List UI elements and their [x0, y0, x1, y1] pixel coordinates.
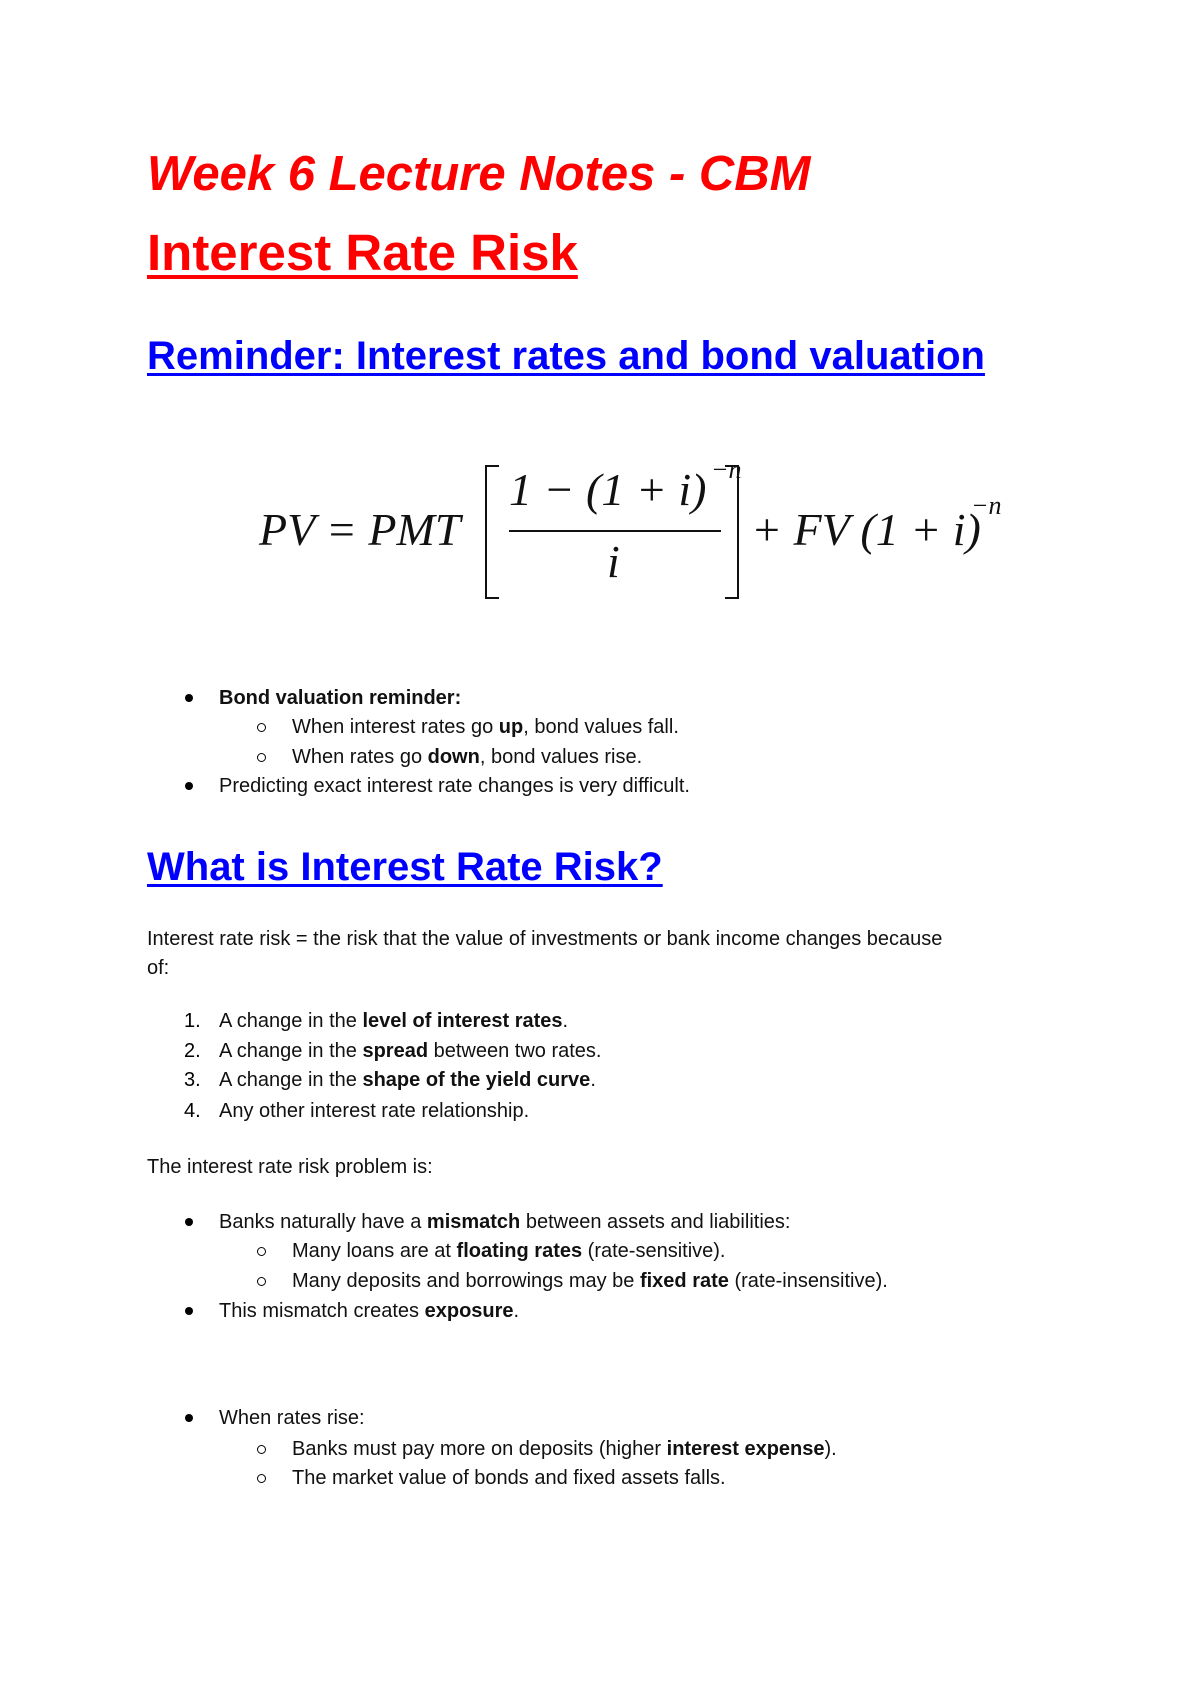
heading-interest-rate-risk: Interest Rate Risk	[147, 224, 578, 281]
paragraph-definition: Interest rate risk = the risk that the value of investments or bank income changes because	[147, 928, 943, 950]
sub-bullet-icon	[257, 1277, 266, 1286]
list-item: Predicting exact interest rate changes is very difficult.	[219, 775, 690, 797]
list-item: Many loans are at floating rates (rate-sensitive).	[292, 1240, 726, 1262]
list-item: A change in the shape of the yield curve.	[219, 1069, 596, 1091]
bond-valuation-reminder-label: Bond valuation reminder:	[219, 687, 462, 709]
formula-rhs: + FV (1 + i)	[751, 504, 981, 555]
formula-denominator: i	[607, 536, 620, 587]
heading-reminder[interactable]: Reminder: Interest rates and bond valuation	[147, 334, 985, 378]
bullet-icon	[185, 1218, 193, 1226]
list-number: 2.	[184, 1040, 201, 1062]
list-item: Banks naturally have a mismatch between assets and liabilities:	[219, 1211, 791, 1233]
bullet-icon	[185, 694, 193, 702]
list-number: 3.	[184, 1069, 201, 1091]
left-bracket	[485, 465, 499, 599]
formula-lhs: PV = PMT	[259, 504, 461, 555]
bullet-icon	[185, 1414, 193, 1422]
sub-bullet-icon	[257, 723, 266, 732]
formula-numerator: 1 − (1 + i)	[509, 464, 707, 515]
list-item: A change in the level of interest rates.	[219, 1010, 569, 1032]
bond-valuation-formula	[259, 455, 1009, 603]
sub-bullet-icon	[257, 1247, 266, 1256]
list-item: The market value of bonds and fixed assets falls.	[292, 1467, 726, 1489]
document-title: Week 6 Lecture Notes - CBM	[147, 147, 811, 201]
heading-what-is-irr[interactable]: What is Interest Rate Risk?	[147, 845, 663, 889]
list-item: When interest rates go up, bond values fall.	[292, 716, 679, 738]
list-item: A change in the spread between two rates.	[219, 1040, 602, 1062]
formula-rhs-exponent: −n	[971, 491, 1002, 520]
list-item: Many deposits and borrowings may be fixed rate (rate-insensitive).	[292, 1270, 888, 1292]
list-number: 1.	[184, 1010, 201, 1032]
list-item: Banks must pay more on deposits (higher interest expense).	[292, 1438, 837, 1460]
sub-bullet-icon	[257, 753, 266, 762]
list-item: When rates rise:	[219, 1407, 365, 1429]
list-item: This mismatch creates exposure.	[219, 1300, 520, 1322]
list-item: Any other interest rate relationship.	[219, 1100, 530, 1122]
paragraph-definition-cont: of:	[147, 957, 170, 979]
sub-bullet-icon	[257, 1445, 266, 1454]
list-item: When rates go down, bond values rise.	[292, 746, 643, 768]
problem-intro: The interest rate risk problem is:	[147, 1156, 433, 1178]
right-bracket	[725, 465, 739, 599]
sub-bullet-icon	[257, 1474, 266, 1483]
list-number: 4.	[184, 1100, 201, 1122]
bullet-icon	[185, 782, 193, 790]
formula-numerator-exponent: −n	[711, 455, 742, 484]
fraction-bar	[509, 530, 721, 532]
bullet-icon	[185, 1307, 193, 1315]
